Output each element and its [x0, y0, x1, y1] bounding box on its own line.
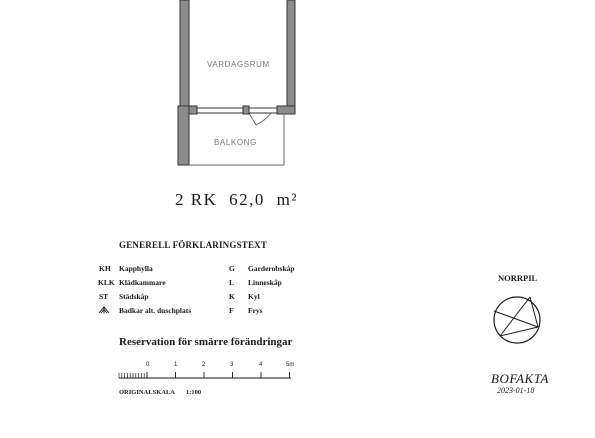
legend-desc: Garderobskåp — [248, 264, 295, 273]
legend-abbr: L — [229, 278, 235, 287]
wall-left-lower — [178, 106, 189, 165]
legend-title: GENERELL FÖRKLARINGSTEXT — [119, 240, 268, 250]
door-post-left — [189, 106, 197, 114]
scale-tick-label: 3 — [230, 362, 234, 368]
legend-abbr: F — [229, 306, 234, 315]
legend-desc: Kyl — [248, 292, 260, 301]
room-label-balcony: BALKONG — [214, 138, 257, 147]
wall-right-lower — [277, 106, 295, 114]
scale-tick-label: 2 — [202, 362, 206, 368]
legend-abbr: KH — [99, 264, 111, 273]
door-swing — [249, 113, 271, 125]
scale-label: ORIGINALSKALA — [119, 389, 175, 396]
scale-ratio: 1:100 — [186, 389, 202, 396]
wall-left — [180, 0, 189, 108]
scale-tick-label: 5m — [286, 362, 295, 368]
area-rooms: 2 RK — [175, 190, 218, 209]
area-size: 62,0 — [229, 190, 265, 209]
scale-minor-ticks — [119, 373, 147, 378]
area-unit: m² — [276, 190, 298, 209]
room-label-living: VARDAGSRUM — [207, 60, 270, 69]
legend-desc: Klädkammare — [119, 278, 166, 287]
brand-logo: BOFAKTA — [491, 371, 549, 386]
legend-desc: Linneskåp — [248, 278, 282, 287]
legend-abbr: ST — [99, 292, 109, 301]
legend-desc: Badkar alt. duschplats — [119, 306, 192, 315]
legend-abbr: K — [229, 292, 235, 301]
reservation-note: Reservation för smärre förändringar — [119, 336, 293, 348]
apartment-area — [175, 190, 298, 210]
shower-symbol-icon — [98, 305, 110, 314]
legend-desc: Kapphylla — [119, 264, 153, 273]
scale-tick-label: 0 — [146, 362, 150, 368]
scale-tick-label: 4 — [259, 362, 263, 368]
scale-bar — [115, 368, 300, 384]
north-arrow-label: NORRPIL — [498, 273, 538, 283]
legend-desc: Frys — [248, 306, 263, 315]
plan-date: 2023-01-18 — [497, 386, 535, 395]
north-arrow-icon — [490, 293, 546, 349]
scale-major-ticks — [147, 372, 290, 378]
legend-abbr: KLK — [98, 278, 115, 287]
legend-desc: Städskåp — [119, 292, 149, 301]
legend-abbr: G — [229, 264, 235, 273]
scale-tick-label: 1 — [174, 362, 178, 368]
door-post-mid — [243, 106, 249, 114]
wall-right — [287, 0, 295, 108]
